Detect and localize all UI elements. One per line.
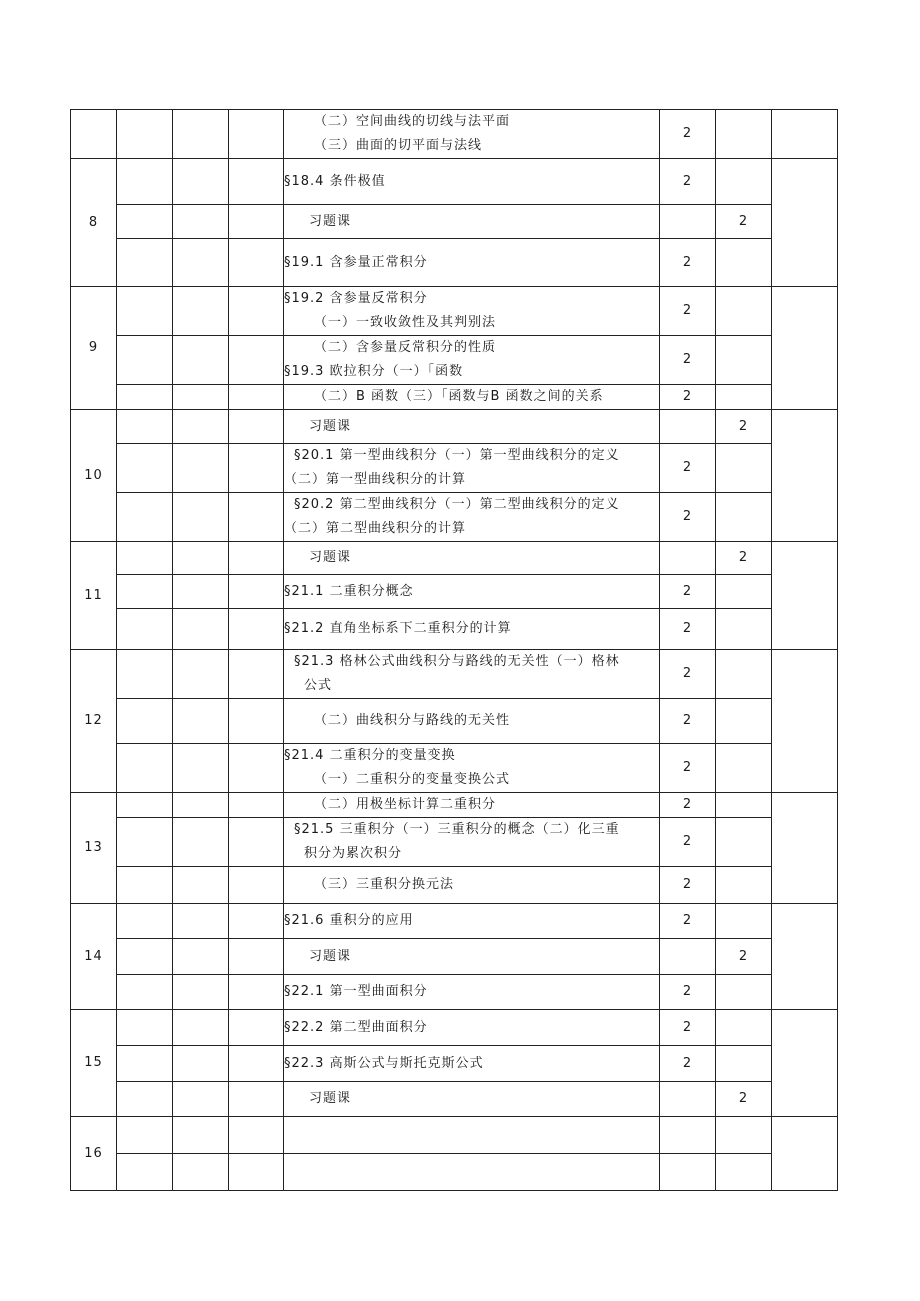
topic-cell xyxy=(284,609,660,650)
topic-cell xyxy=(284,110,660,159)
topic-line: （二）用极坐标计算二重积分 xyxy=(314,797,497,812)
table-row xyxy=(71,1154,838,1191)
table-row xyxy=(71,410,838,444)
empty-cell xyxy=(772,904,838,1010)
topic-cell xyxy=(284,904,660,939)
empty-cell xyxy=(229,205,284,239)
topic-line: §22.1 第一型曲面积分 xyxy=(284,984,428,999)
exercise-hours xyxy=(716,867,772,904)
empty-cell xyxy=(229,410,284,444)
exercise-hours xyxy=(716,493,772,542)
empty-cell xyxy=(117,818,173,867)
exercise-hours xyxy=(716,336,772,385)
lecture-hours xyxy=(660,205,716,239)
week-cell: 9 xyxy=(71,287,117,410)
empty-cell xyxy=(229,1010,284,1046)
table-row xyxy=(71,699,838,744)
lecture-hours: 2 xyxy=(660,904,716,939)
empty-cell xyxy=(229,793,284,818)
topic-cell xyxy=(284,1117,660,1154)
empty-cell xyxy=(117,444,173,493)
empty-cell xyxy=(173,650,229,699)
week-cell xyxy=(71,110,117,159)
empty-cell xyxy=(229,650,284,699)
exercise-hours xyxy=(716,975,772,1010)
exercise-hours xyxy=(716,609,772,650)
empty-cell xyxy=(173,575,229,609)
topic-line: （二）第一型曲线积分的计算 xyxy=(284,472,467,487)
table-row xyxy=(71,650,838,699)
lecture-hours: 2 xyxy=(660,818,716,867)
table-row xyxy=(71,542,838,575)
exercise-hours xyxy=(716,575,772,609)
topic-cell xyxy=(284,650,660,699)
topic-line: 公式 xyxy=(304,678,333,693)
empty-cell xyxy=(229,110,284,159)
empty-cell xyxy=(117,385,173,410)
empty-cell xyxy=(173,542,229,575)
topic-cell xyxy=(284,575,660,609)
topic-cell xyxy=(284,493,660,542)
lecture-hours xyxy=(660,1117,716,1154)
topic-line: §21.2 直角坐标系下二重积分的计算 xyxy=(284,621,512,636)
empty-cell xyxy=(117,650,173,699)
empty-cell xyxy=(173,1010,229,1046)
topic-cell xyxy=(284,239,660,287)
topic-cell xyxy=(284,975,660,1010)
week-cell: 11 xyxy=(71,542,117,650)
exercise-hours: 2 xyxy=(716,205,772,239)
empty-cell xyxy=(229,818,284,867)
exercise-hours xyxy=(716,1046,772,1082)
empty-cell xyxy=(772,1117,838,1191)
lecture-hours xyxy=(660,1082,716,1117)
exercise-hours xyxy=(716,1117,772,1154)
lecture-hours: 2 xyxy=(660,1010,716,1046)
topic-cell xyxy=(284,1046,660,1082)
topic-line: （三）三重积分换元法 xyxy=(314,877,455,892)
empty-cell xyxy=(173,444,229,493)
topic-cell xyxy=(284,793,660,818)
topic-line: 积分为累次积分 xyxy=(304,846,403,861)
empty-cell xyxy=(229,939,284,975)
empty-cell xyxy=(772,542,838,650)
empty-cell xyxy=(229,493,284,542)
topic-line: 习题课 xyxy=(309,948,352,964)
lecture-hours xyxy=(660,939,716,975)
empty-cell xyxy=(117,287,173,336)
empty-cell xyxy=(173,818,229,867)
week-cell: 16 xyxy=(71,1117,117,1191)
topic-line: 习题课 xyxy=(309,550,352,565)
empty-cell xyxy=(173,493,229,542)
topic-line: §21.4 二重积分的变量变换 xyxy=(284,748,456,763)
empty-cell xyxy=(173,793,229,818)
empty-cell xyxy=(229,336,284,385)
topic-line: （一）一致收敛性及其判别法 xyxy=(314,315,497,330)
empty-cell xyxy=(117,1117,173,1154)
empty-cell xyxy=(173,609,229,650)
empty-cell xyxy=(117,575,173,609)
exercise-hours xyxy=(716,159,772,205)
table-row xyxy=(71,744,838,793)
empty-cell xyxy=(117,110,173,159)
lecture-hours: 2 xyxy=(660,385,716,410)
empty-cell xyxy=(173,385,229,410)
empty-cell xyxy=(772,1010,838,1117)
topic-line: §22.2 第二型曲面积分 xyxy=(284,1019,428,1035)
empty-cell xyxy=(229,444,284,493)
exercise-hours: 2 xyxy=(716,542,772,575)
table-row xyxy=(71,444,838,493)
topic-line: （二）空间曲线的切线与法平面 xyxy=(314,114,511,129)
exercise-hours xyxy=(716,793,772,818)
empty-cell xyxy=(173,287,229,336)
topic-cell xyxy=(284,444,660,493)
empty-cell xyxy=(117,1046,173,1082)
empty-cell xyxy=(117,699,173,744)
empty-cell xyxy=(117,1154,173,1191)
lecture-hours: 2 xyxy=(660,609,716,650)
table-row xyxy=(71,609,838,650)
week-cell: 8 xyxy=(71,159,117,287)
empty-cell xyxy=(772,110,838,159)
empty-cell xyxy=(117,1082,173,1117)
empty-cell xyxy=(173,159,229,205)
lecture-hours: 2 xyxy=(660,110,716,159)
table-row xyxy=(71,110,838,159)
table-row xyxy=(71,939,838,975)
week-cell: 12 xyxy=(71,650,117,793)
exercise-hours xyxy=(716,699,772,744)
empty-cell xyxy=(173,904,229,939)
empty-cell xyxy=(229,744,284,793)
empty-cell xyxy=(772,159,838,287)
table-row xyxy=(71,336,838,385)
lecture-hours xyxy=(660,410,716,444)
table-row xyxy=(71,793,838,818)
exercise-hours: 2 xyxy=(716,410,772,444)
topic-cell xyxy=(284,205,660,239)
lecture-hours: 2 xyxy=(660,975,716,1010)
topic-cell xyxy=(284,867,660,904)
empty-cell xyxy=(173,975,229,1010)
topic-cell xyxy=(284,542,660,575)
empty-cell xyxy=(229,699,284,744)
table-row xyxy=(71,867,838,904)
exercise-hours xyxy=(716,444,772,493)
topic-line: §22.3 高斯公式与斯托克斯公式 xyxy=(284,1055,484,1071)
empty-cell xyxy=(117,793,173,818)
empty-cell xyxy=(229,1046,284,1082)
topic-line: 习题课 xyxy=(309,1091,352,1106)
topic-line: （二）含参量反常积分的性质 xyxy=(314,340,497,355)
table-row xyxy=(71,385,838,410)
empty-cell xyxy=(173,1117,229,1154)
lecture-hours: 2 xyxy=(660,699,716,744)
topic-cell xyxy=(284,1082,660,1117)
empty-cell xyxy=(117,609,173,650)
lecture-hours: 2 xyxy=(660,1046,716,1082)
empty-cell xyxy=(173,239,229,287)
topic-line: §19.1 含参量正常积分 xyxy=(284,254,428,270)
lecture-hours: 2 xyxy=(660,744,716,793)
topic-line: 习题课 xyxy=(309,418,352,434)
empty-cell xyxy=(229,609,284,650)
exercise-hours xyxy=(716,385,772,410)
empty-cell xyxy=(772,793,838,904)
exercise-hours xyxy=(716,744,772,793)
topic-line: （二）B 函数（三）「函数与B 函数之间的关系 xyxy=(314,389,604,404)
topic-line: §21.1 二重积分概念 xyxy=(284,583,414,599)
topic-line: （二）第二型曲线积分的计算 xyxy=(284,521,467,536)
table-row xyxy=(71,904,838,939)
topic-line: §19.2 含参量反常积分 xyxy=(284,291,428,306)
exercise-hours xyxy=(716,110,772,159)
empty-cell xyxy=(173,410,229,444)
topic-cell xyxy=(284,699,660,744)
lecture-hours xyxy=(660,542,716,575)
exercise-hours: 2 xyxy=(716,1082,772,1117)
topic-line: §19.3 欧拉积分（一）「函数 xyxy=(284,364,464,379)
empty-cell xyxy=(173,1046,229,1082)
empty-cell xyxy=(117,904,173,939)
empty-cell xyxy=(173,1082,229,1117)
topic-cell xyxy=(284,410,660,444)
lecture-hours: 2 xyxy=(660,444,716,493)
topic-cell xyxy=(284,336,660,385)
table-row xyxy=(71,239,838,287)
topic-line: §21.3 格林公式曲线积分与路线的无关性（一）格林 xyxy=(294,654,620,669)
exercise-hours xyxy=(716,1010,772,1046)
week-cell: 15 xyxy=(71,1010,117,1117)
exercise-hours xyxy=(716,904,772,939)
lecture-hours: 2 xyxy=(660,159,716,205)
topic-cell xyxy=(284,744,660,793)
topic-line: 习题课 xyxy=(309,213,352,229)
table-row xyxy=(71,159,838,205)
empty-cell xyxy=(772,410,838,542)
empty-cell xyxy=(173,939,229,975)
empty-cell xyxy=(173,1154,229,1191)
exercise-hours: 2 xyxy=(716,939,772,975)
lecture-hours: 2 xyxy=(660,650,716,699)
week-cell: 10 xyxy=(71,410,117,542)
exercise-hours xyxy=(716,287,772,336)
week-cell: 14 xyxy=(71,904,117,1010)
empty-cell xyxy=(117,975,173,1010)
week-cell: 13 xyxy=(71,793,117,904)
lecture-hours: 2 xyxy=(660,493,716,542)
topic-cell xyxy=(284,818,660,867)
table-row xyxy=(71,287,838,336)
empty-cell xyxy=(117,493,173,542)
empty-cell xyxy=(229,867,284,904)
empty-cell xyxy=(117,542,173,575)
table-row xyxy=(71,818,838,867)
table-row xyxy=(71,575,838,609)
table-row xyxy=(71,1082,838,1117)
topic-cell xyxy=(284,1010,660,1046)
lecture-hours xyxy=(660,1154,716,1191)
empty-cell xyxy=(772,650,838,793)
topic-line: （一）二重积分的变量变换公式 xyxy=(314,772,511,787)
table-row xyxy=(71,1117,838,1154)
lecture-hours: 2 xyxy=(660,575,716,609)
schedule-table xyxy=(70,109,838,1191)
empty-cell xyxy=(229,385,284,410)
empty-cell xyxy=(117,239,173,287)
empty-cell xyxy=(229,542,284,575)
empty-cell xyxy=(229,904,284,939)
empty-cell xyxy=(173,867,229,904)
empty-cell xyxy=(173,699,229,744)
empty-cell xyxy=(173,744,229,793)
lecture-hours: 2 xyxy=(660,239,716,287)
empty-cell xyxy=(117,744,173,793)
table-row xyxy=(71,205,838,239)
empty-cell xyxy=(229,159,284,205)
table-row xyxy=(71,493,838,542)
empty-cell xyxy=(117,1010,173,1046)
topic-line: §18.4 条件极值 xyxy=(284,173,386,189)
empty-cell xyxy=(229,239,284,287)
topic-cell xyxy=(284,287,660,336)
empty-cell xyxy=(229,1082,284,1117)
topic-line: §21.5 三重积分（一）三重积分的概念（二）化三重 xyxy=(294,822,620,837)
empty-cell xyxy=(117,159,173,205)
topic-line: §21.6 重积分的应用 xyxy=(284,913,414,928)
empty-cell xyxy=(772,287,838,410)
empty-cell xyxy=(173,336,229,385)
empty-cell xyxy=(117,410,173,444)
empty-cell xyxy=(229,1154,284,1191)
exercise-hours xyxy=(716,1154,772,1191)
topic-line: （三）曲面的切平面与法线 xyxy=(314,138,483,153)
empty-cell xyxy=(117,867,173,904)
exercise-hours xyxy=(716,650,772,699)
topic-line: （二）曲线积分与路线的无关性 xyxy=(314,713,511,728)
empty-cell xyxy=(117,939,173,975)
topic-cell xyxy=(284,939,660,975)
table-row xyxy=(71,1046,838,1082)
lecture-hours: 2 xyxy=(660,867,716,904)
exercise-hours xyxy=(716,239,772,287)
topic-line: §20.2 第二型曲线积分（一）第二型曲线积分的定义 xyxy=(294,497,620,512)
lecture-hours: 2 xyxy=(660,336,716,385)
empty-cell xyxy=(229,575,284,609)
empty-cell xyxy=(229,287,284,336)
empty-cell xyxy=(229,1117,284,1154)
lecture-hours: 2 xyxy=(660,287,716,336)
empty-cell xyxy=(117,205,173,239)
empty-cell xyxy=(117,336,173,385)
empty-cell xyxy=(229,975,284,1010)
table-row xyxy=(71,975,838,1010)
exercise-hours xyxy=(716,818,772,867)
topic-line: §20.1 第一型曲线积分（一）第一型曲线积分的定义 xyxy=(294,448,620,463)
empty-cell xyxy=(173,110,229,159)
table-row xyxy=(71,1010,838,1046)
topic-cell xyxy=(284,1154,660,1191)
topic-cell xyxy=(284,385,660,410)
empty-cell xyxy=(173,205,229,239)
topic-cell xyxy=(284,159,660,205)
lecture-hours: 2 xyxy=(660,793,716,818)
